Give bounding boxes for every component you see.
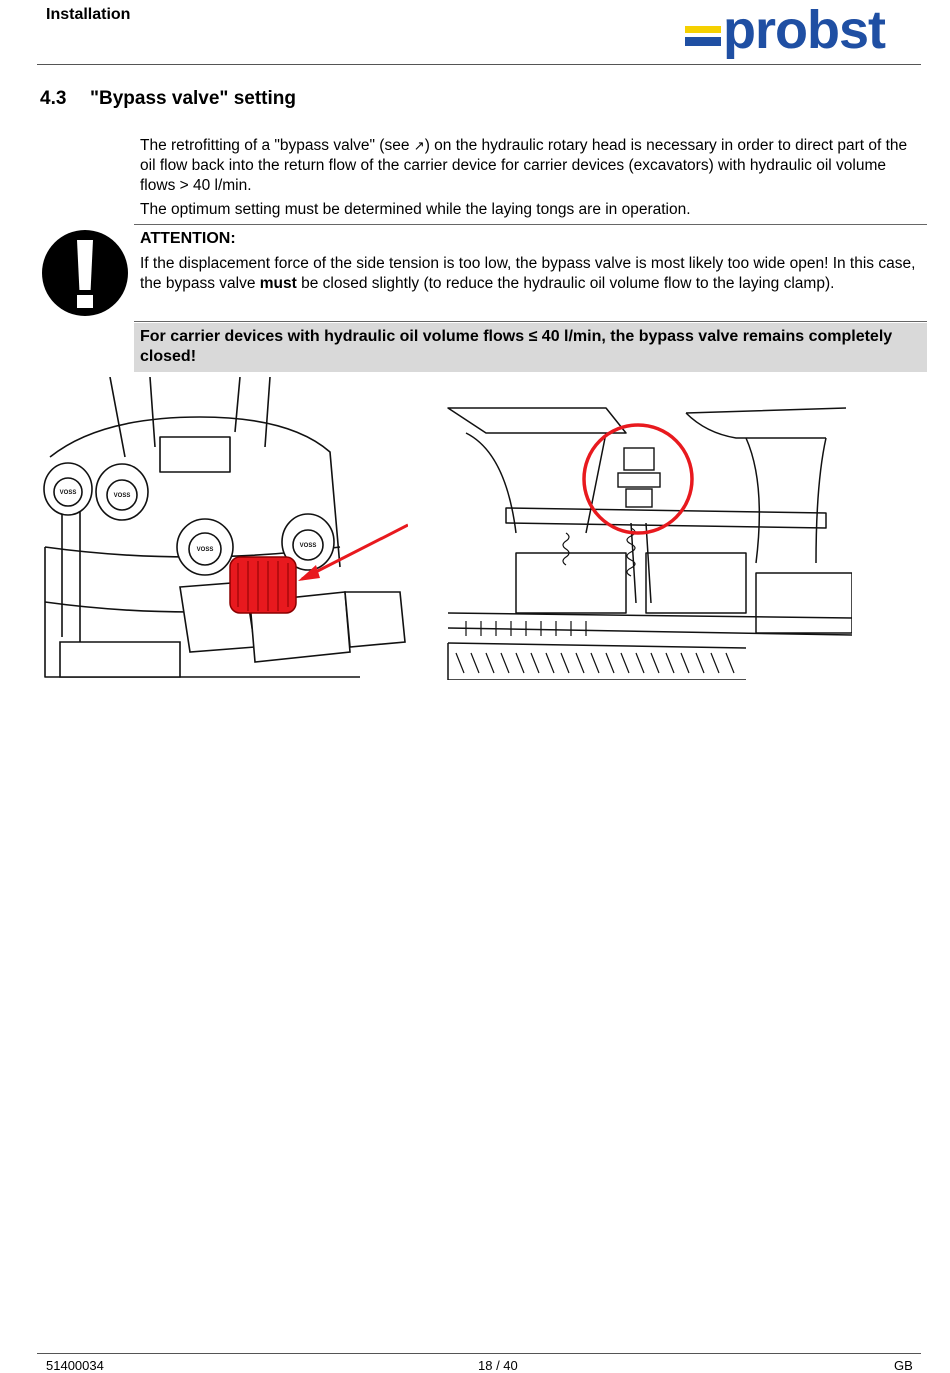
- intro-text-start: The retrofitting of a "bypass valve" (see: [140, 137, 414, 154]
- language-code: GB: [894, 1358, 913, 1373]
- footer-divider: [37, 1353, 921, 1354]
- valve-label: VOSS: [196, 547, 214, 553]
- bypass-valve-highlight: [230, 557, 296, 613]
- attention-emphasis: must: [259, 275, 297, 292]
- attention-title: ATTENTION:: [140, 230, 236, 247]
- attention-text-end: be closed slightly (to reduce the hydraulic oil volume flow to the laying clamp).: [296, 275, 835, 292]
- logo-yellow-bar: [685, 26, 721, 33]
- external-reference-icon[interactable]: ↗︎: [413, 138, 425, 153]
- rotary-head-bypass-valve-illustration: [40, 377, 408, 693]
- attention-text: [140, 254, 925, 294]
- valve-label: VOSS: [299, 543, 317, 549]
- logo-wordmark: probst: [723, 0, 885, 60]
- valve-label: VOSS: [59, 490, 77, 496]
- header-divider: [37, 64, 921, 65]
- document-number: 51400034: [46, 1358, 104, 1373]
- section-heading: [40, 88, 296, 110]
- page-number: 18 / 40: [478, 1358, 518, 1373]
- note-box: [134, 323, 927, 372]
- setting-paragraph: The optimum setting must be determined while the laying tongs are in operation.: [140, 201, 691, 218]
- exclamation-icon: [42, 230, 128, 316]
- note-top-rule: [134, 321, 927, 322]
- valve-label: VOSS: [113, 493, 131, 499]
- section-title: "Bypass valve" setting: [90, 88, 296, 109]
- intro-paragraph: [140, 136, 915, 196]
- attention-text-start: If the displacement force of the side tension is too low, the bypass valve is most likely too wide open! In this case, the bypass valve: [140, 255, 916, 292]
- attention-top-rule: [134, 224, 927, 225]
- probst-logo: [683, 0, 915, 64]
- intro-text-end: ) on the hydraulic rotary head is necessary in order to direct part of the oil flow back into the return flow of the carrier device for carrier devices (excavators) with hydraulic oil volume flows > 40 l/min.: [140, 137, 908, 194]
- logo-blue-bar: [685, 37, 721, 46]
- note-text: For carrier devices with hydraulic oil volume flows ≤ 40 l/min, the bypass valve remains completely closed!: [140, 328, 893, 365]
- section-number: 4.3: [40, 88, 67, 109]
- header-section-title: Installation: [46, 6, 131, 23]
- laying-tongs-overview-illustration: [446, 403, 852, 680]
